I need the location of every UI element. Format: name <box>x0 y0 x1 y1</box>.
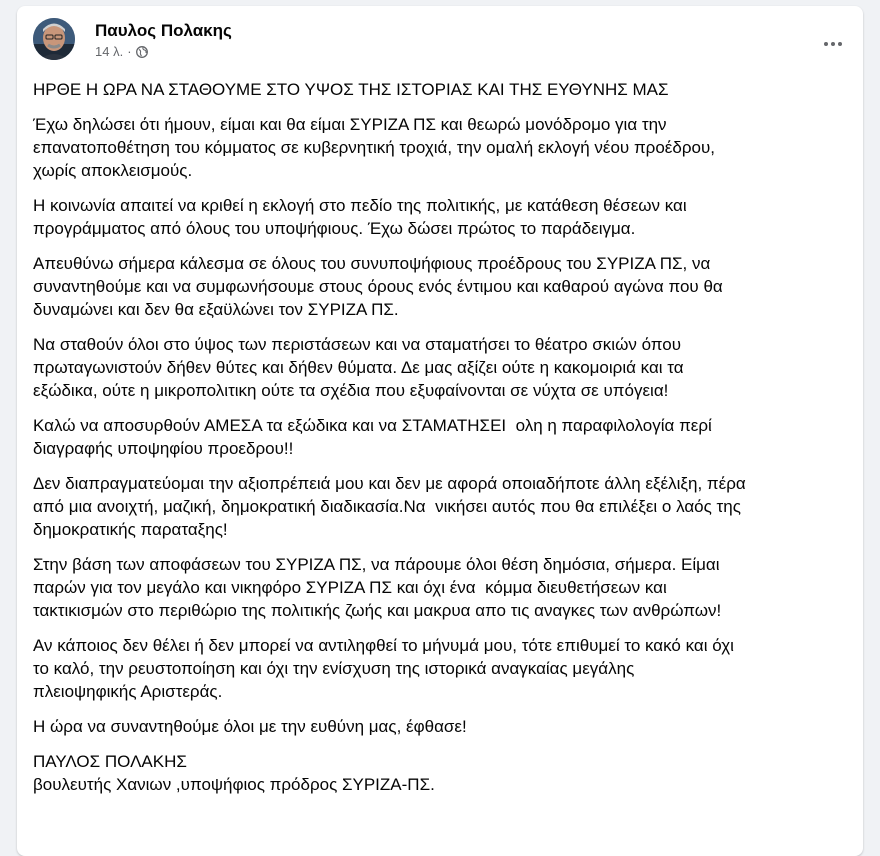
text-line: Απευθύνω σήμερα κάλεσμα σε όλους του συνυποψήφιους προέδρους του ΣΥΡΙΖΑ ΠΣ, να <box>33 254 711 273</box>
text-line: εξώδικα, ούτε η μικροπολιτικη ούτε τα σχέδια που εξυφαίνονται σε νύχτα σε υπόγεια! <box>33 381 669 400</box>
text-line: τακτικισμών στο περιθώριο της πολιτικής ζωής και μακρυα απο τις αναγκες των ανθρώπων! <box>33 601 722 620</box>
globe-icon[interactable] <box>136 46 148 58</box>
text-line: παρών για τον μεγάλο και νικηφόρο ΣΥΡΙΖΑ ΠΣ και όχι ένα κόμμα διευθετήσεων και <box>33 578 667 597</box>
text-line: Η κοινωνία απαιτεί να κριθεί η εκλογή στο πεδίο της πολιτικής, με κατάθεση θέσεων και <box>33 196 687 215</box>
more-options-button[interactable] <box>815 26 851 62</box>
text-line: Αν κάποιος δεν θέλει ή δεν μπορεί να αντιληφθεί το μήνυμά μου, τότε επιθυμεί το κακό και όχι <box>33 636 734 655</box>
avatar[interactable] <box>33 18 75 60</box>
post-paragraph-5 <box>33 414 843 460</box>
post-paragraph-2 <box>33 194 843 240</box>
text-line: πρωταγωνιστούν δήθεν θύτες και δήθεν θύματα. Δε μας αξίζει ούτε η κακομοιριά και τα <box>33 358 684 377</box>
text-line: Δεν διαπραγματεύομαι την αξιοπρέπειά μου και δεν με αφορά οποιαδήποτε άλλη εξέλιξη, πέρα <box>33 474 746 493</box>
text-line: Η ώρα να συναντηθούμε όλοι με την ευθύνη μας, έφθασε! <box>33 717 467 736</box>
text-line: διαγραφής υποψηφίου προεδρου!! <box>33 439 294 458</box>
post-header <box>33 18 847 62</box>
text-line: προγράμματος από όλους του υποψήφιους. Έχω δώσει πρώτος το παράδειγμα. <box>33 219 636 238</box>
post-paragraph-4 <box>33 333 843 402</box>
text-line: Να σταθούν όλοι στο ύψος των περιστάσεων και να σταματήσει το θέατρο σκιών όπου <box>33 335 682 354</box>
signature-title: βουλευτής Χανιων ,υποψήφιος πρόδρος ΣΥΡΙΖΑ-ΠΣ. <box>33 775 435 794</box>
text-line: χωρίς αποκλεισμούς. <box>33 161 193 180</box>
post-headline: ΗΡΘΕ Η ΩΡΑ ΝΑ ΣΤΑΘΟΥΜΕ ΣΤΟ ΥΨΟΣ ΤΗΣ ΙΣΤΟΡΙΑΣ ΚΑΙ ΤΗΣ ΕΥΘΥΝΗΣ ΜΑΣ <box>33 80 669 99</box>
meta-separator: · <box>127 44 132 59</box>
text-line: Στην βάση των αποφάσεων του ΣΥΡΙΖΑ ΠΣ, να πάρουμε όλοι θέση δημόσια, σήμερα. Είμαι <box>33 555 720 574</box>
more-options-icon <box>824 42 842 46</box>
text-line: από μια ανοιχτή, μαζική, δημοκρατική διαδικασία.Να νικήσει αυτός που θα επιλέξει ο λαός της <box>33 497 741 516</box>
text-line: συναντηθούμε και να συμφωνήσουμε στους όρους ενός έντιμου και καθαρού αγώνα που θα <box>33 277 723 296</box>
signature-name: ΠΑΥΛΟΣ ΠΟΛΑΚΗΣ <box>33 752 187 771</box>
post-paragraph-6 <box>33 472 843 541</box>
text-line: επανατοποθέτηση του κόμματος σε κυβερνητική τροχιά, την ομαλή εκλογή νέου προέδρου, <box>33 138 715 157</box>
post-card <box>17 6 863 856</box>
post-paragraph-3 <box>33 252 843 321</box>
post-meta <box>95 44 148 59</box>
post-paragraph-7 <box>33 553 843 622</box>
post-paragraph-8 <box>33 634 843 703</box>
text-line: Καλώ να αποσυρθούν ΑΜΕΣΑ τα εξώδικα και να ΣΤΑΜΑΤΗΣΕΙ ολη η παραφιλολογία περί <box>33 416 712 435</box>
post-signature <box>33 750 843 796</box>
text-line: το καλό, την ρευστοποίηση και όχι την ενίσχυση της ιστορικά αναγκαίας μεγάλης <box>33 659 635 678</box>
post-timestamp[interactable]: 14 λ. <box>95 44 124 59</box>
post-text <box>33 78 843 808</box>
text-line: δυναμώνει και δεν θα εξαϋλώνει τον ΣΥΡΙΖΑ ΠΣ. <box>33 300 399 319</box>
post-paragraph-1 <box>33 113 843 182</box>
text-line: πλειοψηφικής Αριστεράς. <box>33 682 223 701</box>
text-line: Έχω δηλώσει ότι ήμουν, είμαι και θα είμαι ΣΥΡΙΖΑ ΠΣ και θεωρώ μονόδρομο για την <box>33 115 667 134</box>
author-name[interactable]: Παυλος Πολακης <box>95 21 232 40</box>
post-paragraph-9 <box>33 715 843 738</box>
text-line: δημοκρατικής παραταξης! <box>33 520 228 539</box>
